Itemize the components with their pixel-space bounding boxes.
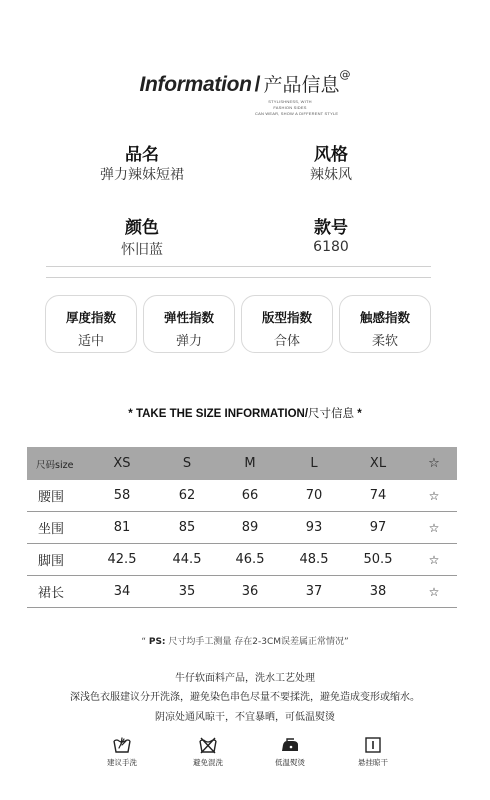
table-cell: 裙长 [38, 586, 65, 601]
wash-item-low-iron [260, 736, 320, 768]
slogan-line: STYLISHNESS, WITH [268, 99, 312, 104]
low-iron-icon [279, 736, 301, 754]
care-line: 牛仔软面料产品，洗水工艺处理 [175, 673, 315, 684]
table-row [27, 544, 457, 576]
note-ps: PS: [148, 637, 166, 647]
no-bleach-icon [198, 736, 218, 754]
hand-wash-icon [112, 736, 132, 754]
index-value: 适中 [77, 334, 104, 349]
table-cell: 62 [178, 488, 196, 503]
hang-dry-icon [364, 736, 382, 754]
wash-item-hang-dry [343, 736, 403, 768]
info-label-style-number: 款号 [281, 213, 381, 238]
table-header-cell: S [182, 456, 192, 471]
wash-label: 避免混洗 [193, 758, 223, 767]
size-heading-prefix: * TAKE THE SIZE INFORMATION/ [128, 408, 309, 420]
index-value: 弹力 [175, 334, 202, 349]
care-line: 阴凉处通风晾干，不宜暴晒，可低温熨烫 [155, 712, 335, 723]
table-header-cell: L [310, 456, 318, 471]
size-heading-cn: 尺寸信息 [308, 406, 355, 420]
star-icon: ☆ [428, 552, 440, 567]
wash-label: 低温熨烫 [275, 758, 305, 767]
slogan-line: FASHION SIDES [273, 105, 307, 110]
table-cell: 81 [113, 520, 131, 535]
info-value-style: 辣妹风 [310, 167, 352, 183]
wash-item-hand-wash [92, 736, 152, 768]
title-english: Information [139, 73, 252, 96]
size-section-heading [0, 405, 490, 421]
table-row [27, 512, 457, 544]
table-cell: 腰围 [38, 490, 65, 505]
care-line: 深浅色衣服建议分开洗涤，避免染色串色尽量不要揉洗，避免造成变形或缩水。 [70, 692, 420, 703]
note-text: 尺寸均手工测量 存在2-3CM误差属正常情况” [165, 637, 349, 647]
table-cell: 38 [369, 584, 387, 599]
table-cell: 58 [113, 488, 131, 503]
star-icon: ☆ [428, 520, 440, 535]
table-cell: 42.5 [107, 552, 137, 567]
table-row [27, 576, 457, 608]
wash-item-no-mix [178, 736, 238, 768]
table-cell: 97 [369, 520, 387, 535]
index-value: 合体 [273, 334, 300, 349]
table-header-cell: XL [369, 456, 387, 471]
table-cell: 37 [305, 584, 323, 599]
info-value-color: 怀旧蓝 [121, 242, 163, 258]
table-cell: 34 [113, 584, 131, 599]
index-label: 弹性指数 [163, 310, 214, 325]
wash-label: 悬挂晾干 [358, 758, 388, 767]
table-cell: 66 [241, 488, 259, 503]
table-cell: 89 [241, 520, 259, 535]
star-icon: ☆ [428, 584, 440, 599]
page-title [0, 70, 490, 97]
table-cell: 36 [241, 584, 259, 599]
measurement-note [0, 634, 490, 647]
slogan-line: CAN WEAR, SHOW A DIFFERENT STYLE [255, 111, 339, 116]
table-cell: 50.5 [363, 552, 393, 567]
size-heading-suffix: * [354, 408, 362, 420]
table-header-row [27, 447, 457, 480]
table-row [27, 480, 457, 512]
divider [46, 277, 431, 278]
table-cell: 44.5 [172, 552, 202, 567]
info-label-name: 品名 [92, 140, 192, 165]
info-value-name: 弹力辣妹短裙 [100, 167, 184, 183]
table-cell: 坐围 [38, 522, 65, 537]
title-separator: / [254, 73, 261, 96]
note-prefix: “ [141, 637, 149, 647]
wash-label: 建议手洗 [107, 758, 137, 767]
index-card-touch [339, 295, 431, 353]
index-card-thickness [45, 295, 137, 353]
table-cell: 35 [178, 584, 196, 599]
table-cell: 70 [305, 488, 323, 503]
slogan [255, 99, 339, 117]
table-header-cell: XS [113, 456, 131, 471]
table-header-cell: M [244, 456, 256, 471]
index-card-fit [241, 295, 333, 353]
table-cell: 85 [178, 520, 196, 535]
title-superscript: @ [339, 68, 351, 81]
table-cell: 48.5 [299, 552, 329, 567]
info-value-style-number: 6180 [313, 239, 349, 255]
table-header-cell: 尺码size [36, 459, 74, 471]
title-chinese: 产品信息 [263, 74, 340, 96]
star-icon: ☆ [428, 456, 440, 471]
index-label: 触感指数 [359, 310, 410, 325]
index-value: 柔软 [371, 334, 398, 349]
table-cell: 74 [369, 488, 387, 503]
info-label-color: 颜色 [92, 213, 192, 238]
index-label: 厚度指数 [65, 310, 116, 325]
info-label-style: 风格 [281, 140, 381, 165]
divider [46, 266, 431, 267]
table-cell: 93 [305, 520, 323, 535]
size-table [27, 447, 457, 608]
star-icon: ☆ [428, 488, 440, 503]
index-label: 版型指数 [261, 310, 312, 325]
table-cell: 46.5 [235, 552, 265, 567]
table-cell: 脚围 [38, 554, 65, 569]
index-card-elasticity [143, 295, 235, 353]
